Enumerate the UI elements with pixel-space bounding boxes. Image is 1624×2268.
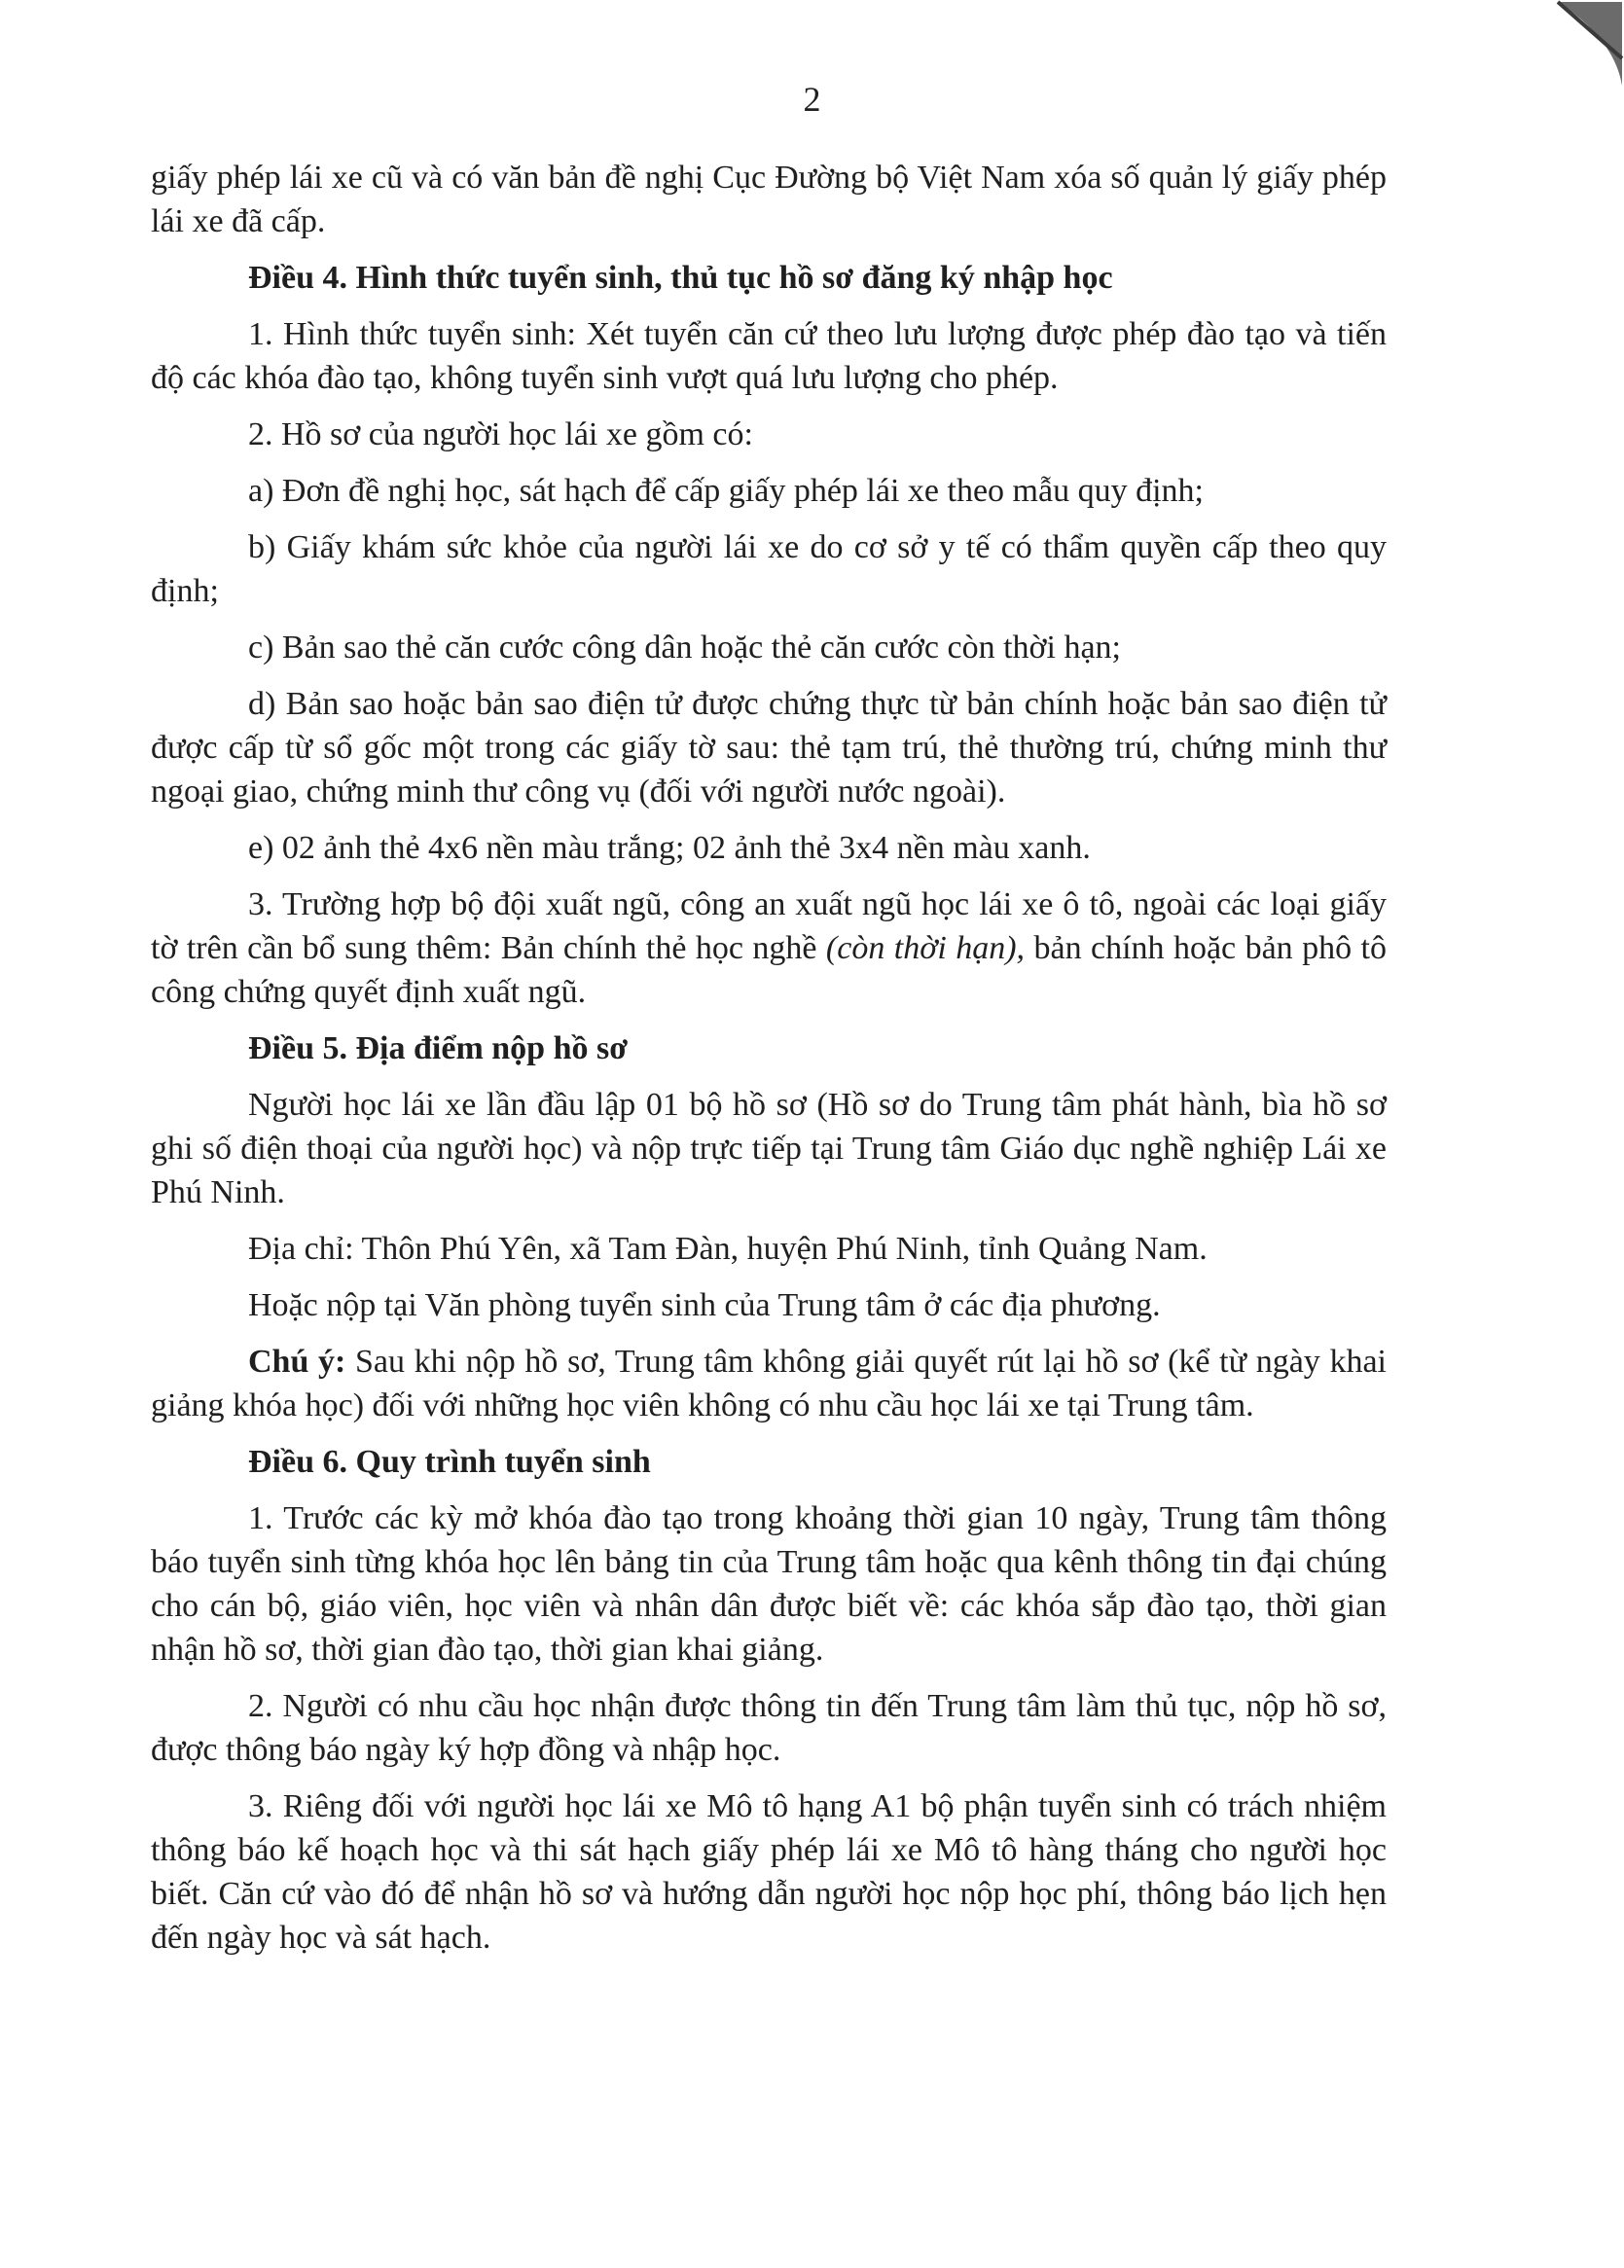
- address-line: Địa chỉ: Thôn Phú Yên, xã Tam Đàn, huyện Phú Ninh, tỉnh Quảng Nam.: [248, 1231, 1208, 1267]
- article-5-paragraph-1: Người học lái xe lần đầu lập 01 bộ hồ sơ (Hồ sơ do Trung tâm phát hành, bìa hồ sơ ghi số điện thoại của người học) và nộp trực tiếp tại Trung tâm Giáo dục nghề nghiệp Lái xe Phú Ninh.: [151, 1087, 1387, 1210]
- list-item-a: a) Đơn đề nghị học, sát hạch để cấp giấy phép lái xe theo mẫu quy định;: [248, 473, 1204, 509]
- article-4-paragraph-3: [151, 882, 1387, 1014]
- document-body: [151, 156, 1387, 1972]
- page-number: 2: [803, 80, 821, 119]
- alternate-office-line: Hoặc nộp tại Văn phòng tuyển sinh của Trung tâm ở các địa phương.: [248, 1287, 1161, 1323]
- article-4-paragraph-1: 1. Hình thức tuyển sinh: Xét tuyển căn cứ theo lưu lượng được phép đào tạo và tiến độ các khóa đào tạo, không tuyển sinh vượt quá lưu lượng cho phép.: [151, 316, 1387, 396]
- list-item-c: c) Bản sao thẻ căn cước công dân hoặc thẻ căn cước còn thời hạn;: [248, 630, 1121, 666]
- note-text: Sau khi nộp hồ sơ, Trung tâm không giải quyết rút lại hồ sơ (kể từ ngày khai giảng khóa học) đối với những học viên không có nhu cầu học lái xe tại Trung tâm.: [151, 1344, 1387, 1423]
- article-6-paragraph-1: 1. Trước các kỳ mở khóa đào tạo trong khoảng thời gian 10 ngày, Trung tâm thông báo tuyển sinh từng khóa học lên bảng tin của Trung tâm hoặc qua kênh thông tin đại chúng cho cán bộ, giáo viên, học viên và nhân dân được biết về: các khóa sắp đào tạo, thời gian nhận hồ sơ, thời gian đào tạo, thời gian khai giảng.: [151, 1500, 1387, 1668]
- article-6-heading: Điều 6. Quy trình tuyển sinh: [248, 1444, 651, 1480]
- carryover-paragraph: giấy phép lái xe cũ và có văn bản đề nghị Cục Đường bộ Việt Nam xóa số quản lý giấy phép lái xe đã cấp.: [151, 160, 1387, 239]
- article-4-heading: Điều 4. Hình thức tuyển sinh, thủ tục hồ sơ đăng ký nhập học: [248, 260, 1113, 296]
- list-item-d: d) Bản sao hoặc bản sao điện tử được chứng thực từ bản chính hoặc bản sao điện tử được cấp từ sổ gốc một trong các giấy tờ sau: thẻ tạm trú, thẻ thường trú, chứng minh thư ngoại giao, chứng minh thư công vụ (đối với người nước ngoài).: [151, 686, 1387, 810]
- article-6-paragraph-3: 3. Riêng đối với người học lái xe Mô tô hạng A1 bộ phận tuyển sinh có trách nhiệm thông báo kế hoạch học và thi sát hạch giấy phép lái xe Mô tô hàng tháng cho người học biết. Căn cứ vào đó để nhận hồ sơ và hướng dẫn người học nộp học phí, thông báo lịch hẹn đến ngày học và sát hạch.: [151, 1788, 1387, 1956]
- list-item-b: b) Giấy khám sức khỏe của người lái xe do cơ sở y tế có thẩm quyền cấp theo quy định;: [151, 529, 1387, 609]
- note-label: Chú ý:: [248, 1344, 346, 1380]
- paragraph-3-italic-note: (còn thời hạn),: [825, 930, 1026, 966]
- article-5-heading: Điều 5. Địa điểm nộp hồ sơ: [248, 1030, 629, 1066]
- note-paragraph: [151, 1340, 1387, 1427]
- article-6-paragraph-2: 2. Người có nhu cầu học nhận được thông tin đến Trung tâm làm thủ tục, nộp hồ sơ, được thông báo ngày ký hợp đồng và nhập học.: [151, 1688, 1387, 1768]
- article-4-paragraph-2: 2. Hồ sơ của người học lái xe gồm có:: [248, 416, 753, 452]
- paragraph-3-text-end: bản chính hoặc bản phô tô công chứng quyết định xuất ngũ.: [151, 930, 1387, 1010]
- page-corner-shadow: [1556, 0, 1624, 88]
- paragraph-3-text-start: 3. Trường hợp bộ đội xuất ngũ, công an xuất ngũ học lái xe ô tô, ngoài các loại giấy tờ trên cần bổ sung thêm: Bản chính thẻ học nghề: [151, 886, 1387, 966]
- list-item-e: e) 02 ảnh thẻ 4x6 nền màu trắng; 02 ảnh thẻ 3x4 nền màu xanh.: [248, 830, 1091, 866]
